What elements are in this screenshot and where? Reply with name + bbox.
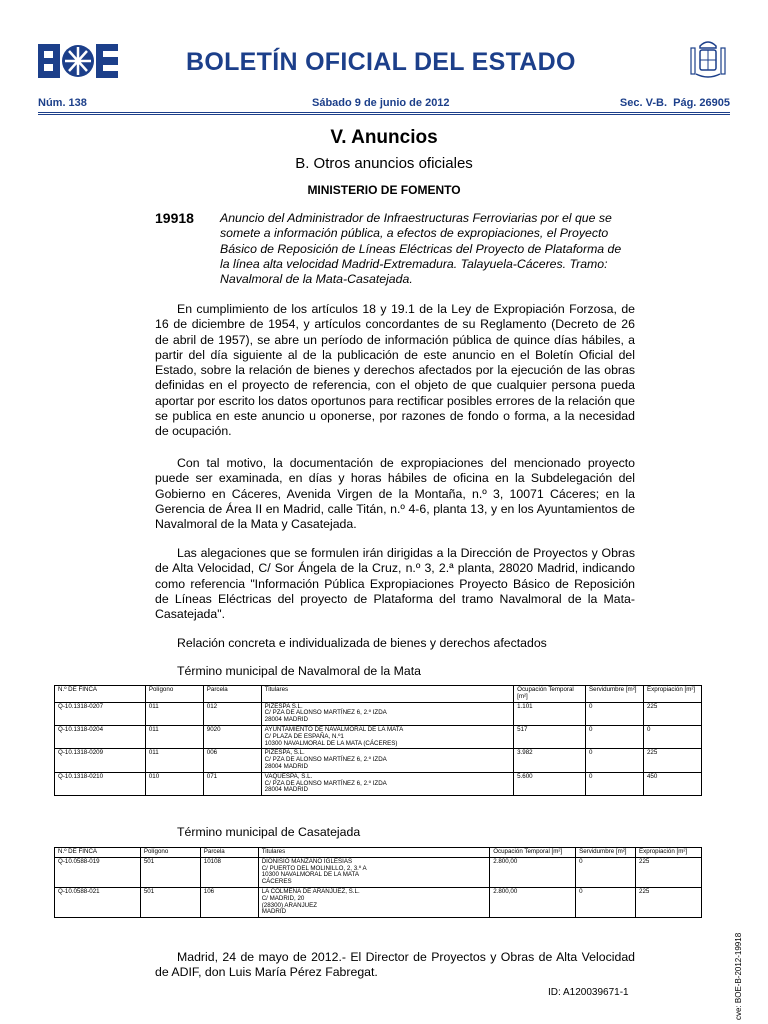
issue-date: Sábado 9 de junio de 2012 <box>312 97 450 109</box>
boe-logo <box>38 44 118 78</box>
header-rule <box>38 112 730 113</box>
table-cell: 225 <box>636 857 702 887</box>
column-header: Expropiación [m²] <box>643 686 701 703</box>
table-cell: DIONISIO MANZANO IGLESIAS C/ PUERTO DEL MOLINILLO, 2, 3.º A 10300 NAVALMORAL DE LA MATA CÁCERES <box>258 857 490 887</box>
table-navalmoral <box>54 685 702 796</box>
column-header: Expropiación [m²] <box>636 848 702 858</box>
table-cell: 450 <box>643 772 701 795</box>
table-row <box>55 772 702 795</box>
document-id: ID: A120039671-1 <box>548 987 629 998</box>
section-page: Sec. V-B. Pág. 26905 <box>619 97 730 109</box>
table-cell: Q-10.1318-0209 <box>55 749 146 772</box>
relation-heading: Relación concreta e individualizada de bienes y derechos afectados <box>177 636 547 650</box>
ministry-heading: MINISTERIO DE FOMENTO <box>307 183 461 197</box>
table-cell: LA COLMENA DE ARANJUEZ, S.L. C/ MADRID, 20 (28300) ARANJUEZ MADRID <box>258 887 490 917</box>
table-title: Término municipal de Navalmoral de la Mata <box>177 664 421 678</box>
column-header: N.º DE FINCA <box>55 686 146 703</box>
table-cell: PIZESPA, S.L. C/ PZA DE ALONSO MARTÍNEZ 6, 2.º IZDA 28004 MADRID <box>261 749 513 772</box>
signature: Madrid, 24 de mayo de 2012.- El Director de Proyectos y Obras de Alta Velocidad de ADIF, don Luis María Pérez Fabregat. <box>155 950 635 980</box>
table-cell: 517 <box>514 725 586 748</box>
column-header: N.º DE FINCA <box>55 848 141 858</box>
table-cell: AYUNTAMIENTO DE NAVALMORAL DE LA MATA C/ PLAZA DE ESPAÑA, N.º1 10300 NAVALMORAL DE LA MATA (CÁCERES) <box>261 725 513 748</box>
column-header: Servidumbre [m²] <box>586 686 644 703</box>
table-cell: 225 <box>643 702 701 725</box>
table-cell: 225 <box>643 749 701 772</box>
table-row <box>55 702 702 725</box>
coat-of-arms-icon <box>688 38 728 80</box>
subsection-heading: B. Otros anuncios oficiales <box>295 155 473 172</box>
table-cell: Q-10.0588-019 <box>55 857 141 887</box>
table-cell: 006 <box>203 749 261 772</box>
column-header: Titulares <box>258 848 490 858</box>
column-header: Servidumbre [m²] <box>576 848 636 858</box>
table-cell: PIZESPA S.L. C/ PZA DE ALONSO MARTÍNEZ 6, 2.º IZDA 28004 MADRID <box>261 702 513 725</box>
table-cell: 501 <box>140 857 200 887</box>
column-header: Titulares <box>261 686 513 703</box>
table-row <box>55 887 702 917</box>
column-header: Parcela <box>203 686 261 703</box>
column-header: Parcela <box>200 848 258 858</box>
column-header: Polígono <box>140 848 200 858</box>
table-header-row <box>55 686 702 703</box>
table-cell: 011 <box>145 702 203 725</box>
table-cell: 9020 <box>203 725 261 748</box>
table-cell: 10108 <box>200 857 258 887</box>
table-cell: Q-10.1318-0207 <box>55 702 146 725</box>
column-header: Polígono <box>145 686 203 703</box>
table-cell: 0 <box>586 702 644 725</box>
table-cell: 0 <box>586 772 644 795</box>
announcement-summary: Anuncio del Administrador de Infraestructuras Ferroviarias por el que se somete a información pública, a efectos de expropiaciones, el Proyecto Básico de Reposición de Líneas Eléctricas del Proyecto de Plataforma de la línea alta velocidad Madrid-Extremadura. Talayuela-Cáceres. Tramo: Navalmoral de la Mata-Casatejada. <box>220 211 622 287</box>
table-row <box>55 725 702 748</box>
table-cell: 0 <box>576 887 636 917</box>
table-cell: 0 <box>643 725 701 748</box>
table-row <box>55 749 702 772</box>
table-cell: 071 <box>203 772 261 795</box>
table-cell: 3.982 <box>514 749 586 772</box>
table-cell: 1.101 <box>514 702 586 725</box>
table-cell: 501 <box>140 887 200 917</box>
table-cell: 011 <box>145 749 203 772</box>
column-header: Ocupación Temporal [m²] <box>490 848 576 858</box>
table-cell: Q-10.0588-021 <box>55 887 141 917</box>
header-rule <box>38 114 730 115</box>
table-cell: 012 <box>203 702 261 725</box>
table-cell: 0 <box>586 749 644 772</box>
cve-code: cve: BOE-B-2012-19918 <box>734 932 743 1020</box>
body-paragraph: Con tal motivo, la documentación de expropiaciones del mencionado proyecto puede ser examinada, en días y horas hábiles de oficina en la Subdelegación del Gobierno en Cáceres, Avenida Virgen de la Montaña, n.º 3, 10071 Cáceres; en la Gerencia de Área II en Madrid, calle Titán, n.º 4-6, planta 13, y en los Ayuntamientos de Navalmoral de la Mata y Casatejada. <box>155 456 635 532</box>
body-paragraph: Las alegaciones que se formulen irán dirigidas a la Dirección de Proyectos y Obras de Alta Velocidad, C/ Sor Ángela de la Cruz, n.º 3, 2.ª planta, 28020 Madrid, indicando como referencia "Información Pública Expropiaciones Proyecto Básico de Reposición de Líneas Eléctricas del proyecto de Plataforma del tramo Navalmoral de la Mata-Casatejada". <box>155 546 635 622</box>
announcement-number: 19918 <box>155 210 194 226</box>
table-cell: 0 <box>586 725 644 748</box>
table-row <box>55 857 702 887</box>
issue-number: Núm. 138 <box>38 97 87 109</box>
table-cell: Q-10.1318-0204 <box>55 725 146 748</box>
table-cell: 225 <box>636 887 702 917</box>
column-header: Ocupación Temporal [m²] <box>514 686 586 703</box>
table-header-row <box>55 848 702 858</box>
body-paragraph: En cumplimiento de los artículos 18 y 19.1 de la Ley de Expropiación Forzosa, de 16 de diciembre de 1954, y artículos concordantes de su Reglamento (Decreto de 26 de abril de 1957), se abre un período de información pública de quince días hábiles, a partir del día siguiente al de la publicación de este anuncio en el Boletín Oficial del Estado, sobre la relación de bienes y derechos afectados por la ejecución de las obras definidas en el proyecto de referencia, con el objeto de que cualquier persona pueda aportar por escrito los datos oportunos para rectificar posibles errores de la relación que se publica en este anuncio u oponerse, por razones de fondo o forma, a la necesidad de ocupación. <box>155 302 635 439</box>
table-cell: 5.600 <box>514 772 586 795</box>
table-casatejada <box>54 847 702 918</box>
table-cell: 010 <box>145 772 203 795</box>
section-heading: V. Anuncios <box>330 127 438 148</box>
table-cell: 2.800,00 <box>490 857 576 887</box>
table-cell: 106 <box>200 887 258 917</box>
table-cell: 2.800,00 <box>490 887 576 917</box>
table-cell: 011 <box>145 725 203 748</box>
publication-title: BOLETÍN OFICIAL DEL ESTADO <box>186 48 576 76</box>
table-cell: Q-10.1318-0210 <box>55 772 146 795</box>
table-cell: VAQUESPA, S.L. C/ PZA DE ALONSO MARTÍNEZ 6, 2.º IZDA 28004 MADRID <box>261 772 513 795</box>
table-title: Término municipal de Casatejada <box>177 825 361 839</box>
table-cell: 0 <box>576 857 636 887</box>
